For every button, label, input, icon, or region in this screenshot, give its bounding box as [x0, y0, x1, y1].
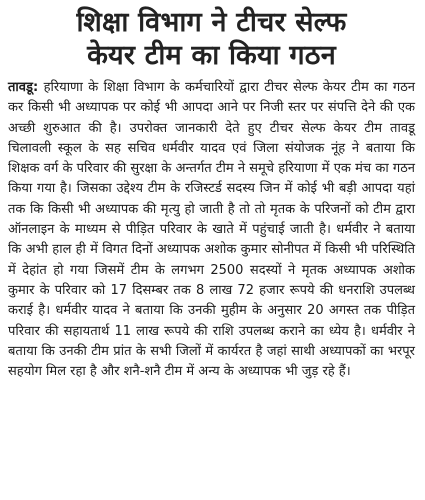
article-text: हरियाणा के शिक्षा विभाग के कर्मचारियों द्वारा टीचर सेल्फ केयर टीम का गठन कर किसी भी अध्यापक पर कोई भी आपदा आने पर निजी स्तर पर संपत्ति देने की एक अच्छी शुरुआत की है। उपरोक्त जानकारी देते हुए टीचर सेल्फ केयर टीम तावडू चिलावली स्कूल के सह सचिव धर्मवीर यादव एवं जिला संयोजक नूंह ने बताया कि शिक्षक वर्ग के परिवार की सुरक्षा के अन्तर्गत टीम ने समूचे हरियाणा में एक मंच का गठन किया गया है। जिसका उद्देश्य टीम के रजिस्टर्ड सदस्य जिन में कोई भी बड़ी आपदा यहां तक कि किसी भी अध्यापक की मृत्यु हो जाती है तो तो मृतक के परिजनों को टीम द्वारा ऑनलाइन के माध्यम से पीड़ित परिवार के खाते में पहुंचाई जाती है। धर्मवीर ने बताया कि अभी हाल ही में विगत दिनों अध्यापक अशोक कुमार सोनीपत में किसी भी परिस्थिति में देहांत हो गया जिसमें टीम के लगभग 2500 सदस्यों ने मृतक अध्यापक अशोक कुमार के परिवार को 17 दिसम्बर तक 8 लाख 72 हजार रूपये की धनराशि उपलब्ध कराई है। धर्मवीर यादव ने बताया कि उनकी मुहीम के अनुसार 20 अगस्त तक पीड़ित परिवार की सहायतार्थ 11 लाख रूपये की राशि उपलब्ध कराने का ध्येय है। धर्मवीर ने बताया कि उनकी टीम प्रांत के सभी जिलों में कार्यरत है जहां साथी अध्यापकों का भरपूर सहयोग मिल रहा है और शनै-शनै टीम में अन्य के अध्यापक भी जुड़ रहे हैं।: [8, 80, 415, 380]
headline-line-2: केयर टीम का किया गठन: [87, 40, 336, 71]
headline: [8, 6, 415, 72]
article-body: [8, 78, 415, 382]
headline-line-1: शिक्षा विभाग ने टीचर सेल्फ: [76, 7, 347, 38]
dateline: तावडू:: [8, 80, 39, 95]
